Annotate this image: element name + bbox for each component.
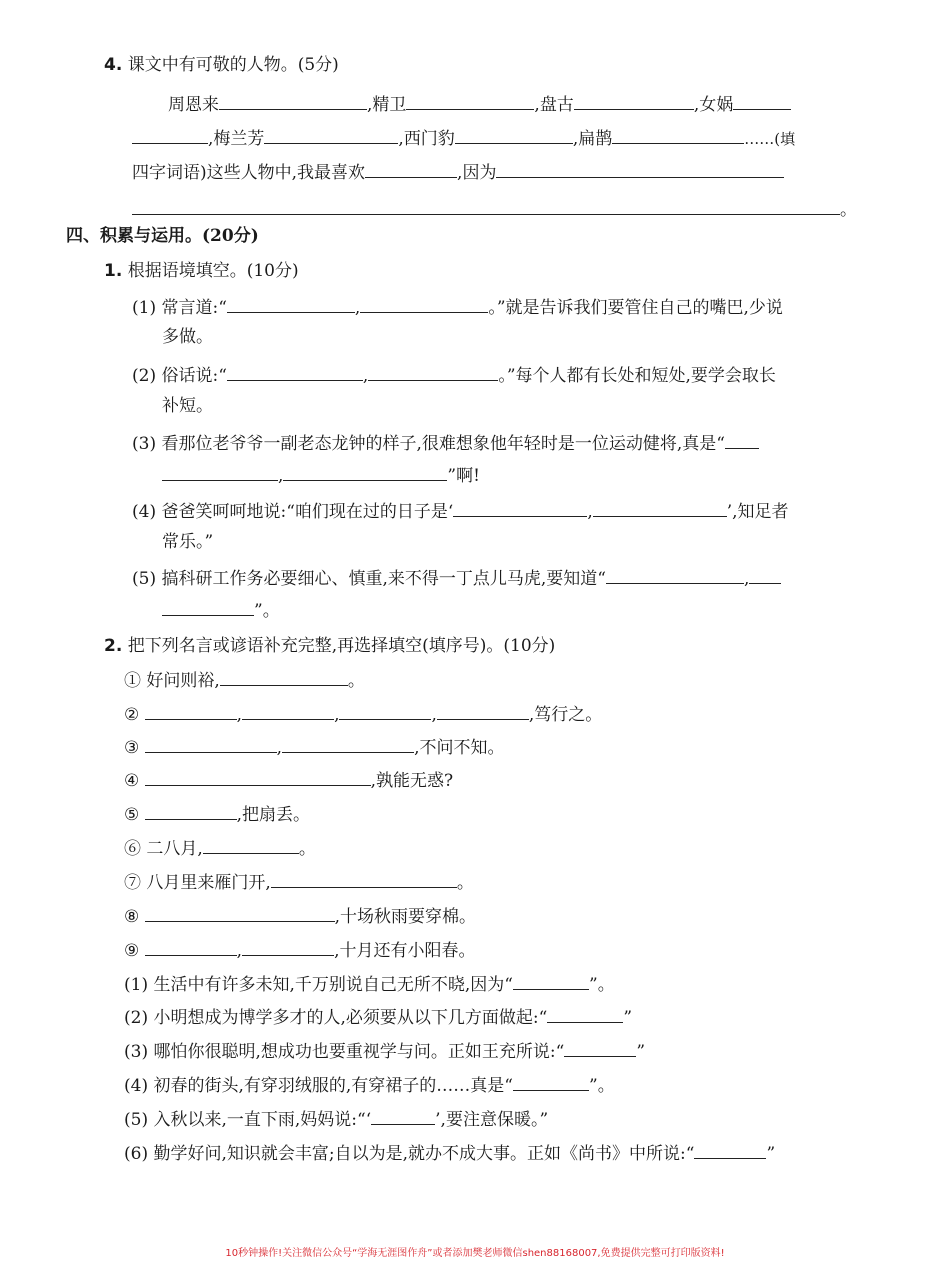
q1-item-1-cont: 多做。 (162, 327, 213, 347)
blank[interactable] (145, 767, 371, 786)
q4-row-3: 四字词语)这些人物中,我最喜欢 ,因为 (132, 159, 784, 185)
q2-question-6: (6) 勤学好问,知识就会丰富;自以为是,就办不成大事。正如《尚书》中所说:“ ” (124, 1140, 775, 1166)
q2-question-3: (3) 哪怕你很聪明,想成功也要重视学与问。正如王充所说:“ ” (124, 1038, 645, 1064)
q1-item-2-cont: 补短。 (162, 396, 213, 416)
q1-item-4: (4) 爸爸笑呵呵地说:“咱们现在过的日子是‘ , ’,知足者 (132, 498, 789, 524)
blank[interactable] (453, 498, 587, 517)
blank[interactable] (733, 91, 791, 110)
proverb-6: ⑥ 二八月, 。 (124, 835, 316, 861)
proverb-5: ⑤ ,把扇丢。 (124, 801, 310, 827)
proverb-9: ⑨ , ,十月还有小阳春。 (124, 937, 475, 963)
q4-heading: 4. 课文中有可敬的人物。(5分) (104, 55, 339, 75)
blank[interactable] (365, 159, 457, 178)
blank[interactable] (406, 91, 534, 110)
blank[interactable] (725, 430, 759, 449)
q1-item-3-cont: , ”啊! (162, 462, 480, 488)
q4-row-1: 周恩来 ,精卫 ,盘古 ,女娲 (168, 91, 791, 117)
q4-row-4: 。 (132, 196, 857, 222)
blank[interactable] (513, 971, 589, 990)
q1-item-5: (5) 搞科研工作务必要细心、慎重,来不得一丁点儿马虎,要知道“ , (132, 565, 781, 591)
q1-item-3: (3) 看那位老爷爷一副老态龙钟的样子,很难想象他年轻时是一位运动健将,真是“ (132, 430, 759, 456)
blank[interactable] (496, 159, 784, 178)
blank[interactable] (749, 565, 781, 584)
blank[interactable] (360, 294, 488, 313)
blank[interactable] (283, 462, 447, 481)
blank[interactable] (227, 362, 363, 381)
blank[interactable] (132, 196, 840, 215)
blank[interactable] (242, 701, 334, 720)
blank[interactable] (271, 869, 457, 888)
blank[interactable] (612, 125, 744, 144)
blank[interactable] (203, 835, 299, 854)
blank[interactable] (145, 937, 237, 956)
blank[interactable] (242, 937, 334, 956)
proverb-1: ① 好问则裕, 。 (124, 667, 365, 693)
blank[interactable] (694, 1140, 766, 1159)
blank[interactable] (564, 1038, 636, 1057)
q1-item-4-cont: 常乐。” (162, 532, 214, 552)
blank[interactable] (513, 1072, 589, 1091)
blank[interactable] (371, 1106, 435, 1125)
proverb-3: ③ , ,不问不知。 (124, 734, 504, 760)
footer-note: 10秒钟操作!关注微信公众号“学海无涯图作舟”或者添加樊老师微信shen88168007,免费提供完整可打印版资料! (225, 1248, 725, 1259)
blank[interactable] (145, 734, 277, 753)
q2-question-5: (5) 入秋以来,一直下雨,妈妈说:“‘ ’,要注意保暖。” (124, 1106, 548, 1132)
blank[interactable] (339, 701, 431, 720)
proverb-2: ② , , , ,笃行之。 (124, 701, 602, 727)
q2-heading: 2. 把下列名言或谚语补充完整,再选择填空(填序号)。(10分) (104, 636, 556, 656)
blank[interactable] (593, 498, 727, 517)
proverb-4: ④ ,孰能无惑? (124, 767, 453, 793)
q1-heading: 1. 根据语境填空。(10分) (104, 261, 299, 281)
blank[interactable] (227, 294, 355, 313)
blank[interactable] (455, 125, 573, 144)
blank[interactable] (132, 125, 208, 144)
blank[interactable] (606, 565, 744, 584)
q1-item-1: (1) 常言道:“ , 。”就是告诉我们要管住自己的嘴巴,少说 (132, 294, 783, 320)
q1-item-5-cont: ”。 (162, 597, 280, 623)
blank[interactable] (282, 734, 414, 753)
q4-row-2: ,梅兰芳 ,西门豹 ,扁鹊 ……(填 (132, 125, 795, 151)
blank[interactable] (220, 667, 348, 686)
blank[interactable] (162, 462, 278, 481)
proverb-8: ⑧ ,十场秋雨要穿棉。 (124, 903, 476, 929)
blank[interactable] (145, 903, 335, 922)
q2-question-2: (2) 小明想成为博学多才的人,必须要从以下几方面做起:“ ” (124, 1004, 632, 1030)
blank[interactable] (368, 362, 498, 381)
blank[interactable] (574, 91, 694, 110)
blank[interactable] (547, 1004, 623, 1023)
blank[interactable] (264, 125, 398, 144)
q1-item-2: (2) 俗话说:“ , 。”每个人都有长处和短处,要学会取长 (132, 362, 776, 388)
section-title: 四、积累与运用。(20分) (66, 226, 259, 246)
blank[interactable] (219, 91, 367, 110)
proverb-7: ⑦ 八月里来雁门开, 。 (124, 869, 474, 895)
blank[interactable] (145, 801, 237, 820)
q2-question-1: (1) 生活中有许多未知,千万别说自己无所不晓,因为“ ”。 (124, 971, 615, 997)
blank[interactable] (437, 701, 529, 720)
blank[interactable] (145, 701, 237, 720)
q2-question-4: (4) 初春的街头,有穿羽绒服的,有穿裙子的……真是“ ”。 (124, 1072, 615, 1098)
blank[interactable] (162, 597, 254, 616)
